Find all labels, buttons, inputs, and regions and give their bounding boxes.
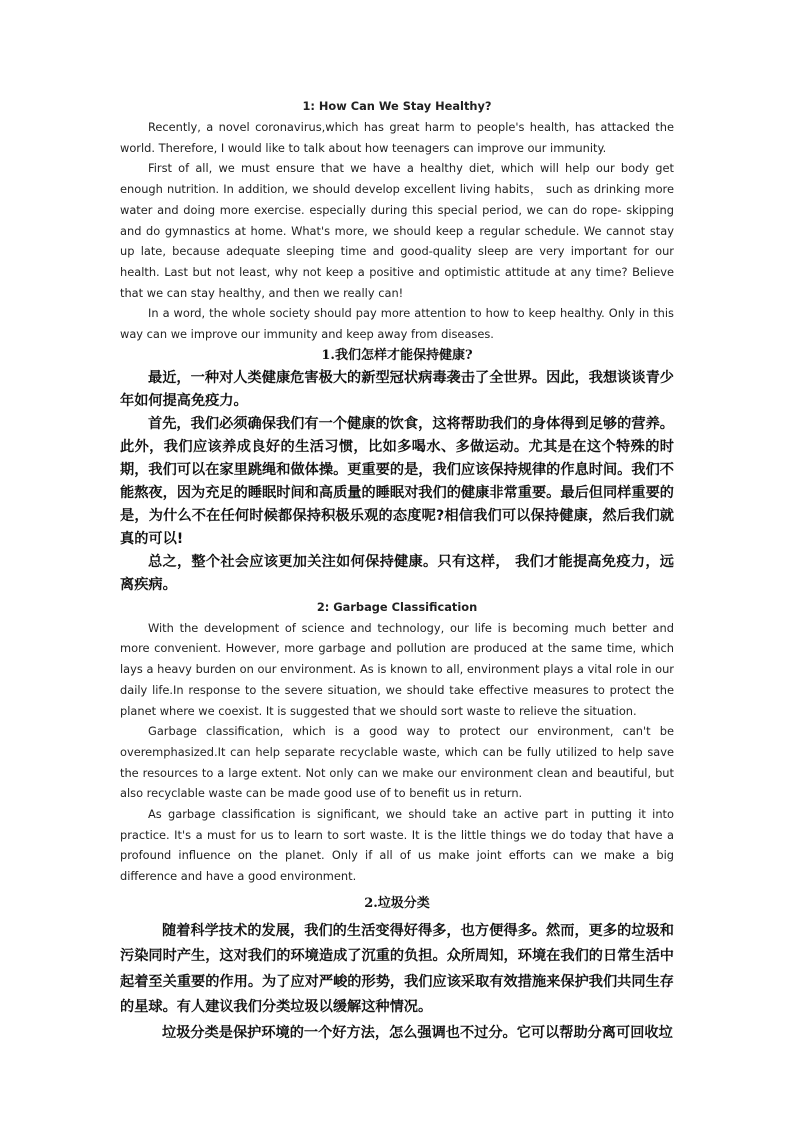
section2-en-paragraph: Garbage classification, which is a good way to protect our environment, can't be overemphasized.It can help separate recyclable waste, which can be fully utilized to help save the resources to a large extent. Not only can we make our environment clean and beautiful, but also recyclable waste can be made good use of to benefit us in return. bbox=[120, 724, 674, 801]
section2-zh-paragraph: 垃圾分类是保护环境的一个好方法，怎么强调也不过分。它可以帮助分离可回收垃 bbox=[162, 1024, 673, 1041]
section1-zh-paragraph: 总之，整个社会应该更加关注如何保持健康。只有这样， 我们才能提高免疫力，远离疾病。 bbox=[120, 553, 674, 593]
section1-en-paragraph: In a word, the whole society should pay more attention to how to keep healthy. Only in this way can we improve our immunity and keep away from diseases. bbox=[120, 306, 674, 342]
section1-en-title: 1: How Can We Stay Healthy? bbox=[302, 99, 492, 113]
section2-zh-title: 2.垃圾分类 bbox=[364, 895, 430, 911]
section1-zh-paragraph: 首先，我们必须确保我们有一个健康的饮食，这将帮助我们的身体得到足够的营养。此外，我们应该养成良好的生活习惯，比如多喝水、多做运动。尤其是在这个特殊的时期，我们可以在家里跳绳和做体操。更重要的是，我们应该保持规律的作息时间。我们不能熬夜，因为充足的睡眠时间和高质量的睡眠对我们的健康非常重要。最后但同样重要的是，为什么不在任何时候都保持积极乐观的态度呢?相信我们可以保持健康，然后我们就真的可以! bbox=[120, 415, 674, 547]
section2-en-title: 2: Garbage Classification bbox=[316, 599, 478, 614]
section1-en-paragraph: First of all, we must ensure that we have a healthy diet, which will help our body get enough nutrition. In addition, we should develop excellent living habits， such as drinking more water and doing more exercise. especially during this special period, we can do rope- skipping and do gymnastics at home. What's more, we should keep a regular schedule. We cannot stay up late, because adequate sleeping time and good-quality sleep are very important for our health. Last but not least, why not keep a positive and optimistic attitude at any time? Believe that we can stay healthy, and then we really can! bbox=[120, 161, 674, 300]
section2-en-paragraph: As garbage classification is significant, we should take an active part in putting it into practice. It's a must for us to learn to sort waste. It is the little things we do today that have a profound influence on the planet. Only if all of us make joint efforts can we make a big difference and have a good environment. bbox=[120, 807, 674, 884]
document-body bbox=[120, 96, 674, 1046]
section2-en-paragraph: With the development of science and technology, our life is becoming much better and more convenient. However, more garbage and pollution are produced at the same time, which lays a heavy burden on our environment. As is known to all, environment plays a vital role in our daily life.In response to the severe situation, we should take effective measures to protect the planet where we coexist. It is suggested that we should sort waste to relieve the situation. bbox=[120, 620, 674, 718]
section1-zh-paragraph: 最近，一种对人类健康危害极大的新型冠状病毒袭击了全世界。因此，我想谈谈青少年如何提高免疫力。 bbox=[120, 369, 674, 409]
section1-en-paragraph: Recently, a novel coronavirus,which has great harm to people's health, has attacked the world. Therefore, I would like to talk about how teenagers can improve our immunity. bbox=[120, 120, 674, 155]
section2-zh-paragraph: 随着科学技术的发展，我们的生活变得好得多，也方便得多。然而，更多的垃圾和污染同时产生，这对我们的环境造成了沉重的负担。众所周知，环境在我们的日常生活中起着至关重要的作用。为了应对严峻的形势，我们应该采取有效措施来保护我们共同生存的星球。有人建议我们分类垃圾以缓解这种情况。 bbox=[120, 922, 674, 1016]
section1-zh-title: 1.我们怎样才能保持健康? bbox=[321, 347, 473, 363]
